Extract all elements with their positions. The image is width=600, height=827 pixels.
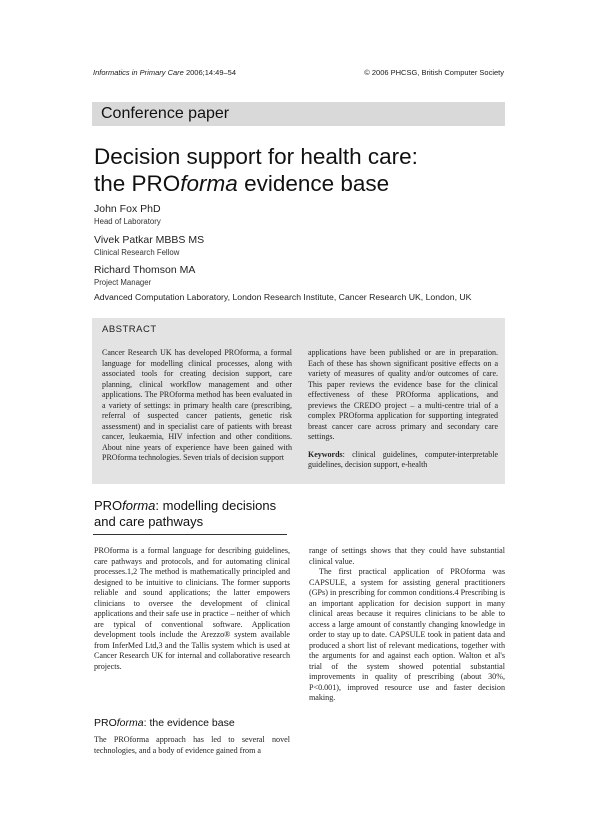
section-divider (93, 534, 287, 535)
title-line-1: Decision support for health care: (94, 144, 418, 169)
title-line-2: the PROforma evidence base (94, 171, 390, 196)
paper-title (94, 143, 514, 197)
keywords: Keywords: clinical guidelines, computer-interpretable guidelines, decision support, e-health (308, 449, 498, 469)
abstract-box (92, 318, 505, 484)
abstract-column-1: Cancer Research UK has developed PROforma, a formal language for modelling clinical processes, along with associated tools for creating decision support, care planning, clinical workflow management and other applications. The PROforma method has been evaluated in a variety of settings: in primary health care (prescribing, referral of suspected cancer patients, genetic risk assessment) and in specialist care of patients with breast cancer, leukaemia, HIV infection and other conditions. About nine years of experience have been gained with PROforma technologies. Seven trials of decision support (102, 348, 292, 462)
author-role: Head of Laboratory (94, 217, 161, 226)
abstract-heading: ABSTRACT (102, 324, 157, 335)
body-paragraph: The PROforma approach has led to several novel technologies, and a body of evidence gained from a (94, 735, 290, 755)
body-paragraph: PROforma is a formal language for describing guidelines, care pathways and protocols, and for automating clinical processes.1,2 The method is mathematically principled and designed to be intuitive to clinicians. The former supports reliable and sound applications; the latter empowers clinicians to oversee the development of clinical applications and their safe use in practice – neither of which are typical of conventional software. Application development tools include the Arezzo® system available from InferMed Ltd,3 and the Tallis system which is used at Cancer Research UK for internal and collaborative research projects. (94, 546, 290, 671)
body-left-column-2 (94, 735, 290, 756)
author-name: Vivek Patkar MBBS MS (94, 234, 205, 246)
banner-label: Conference paper (101, 105, 230, 122)
body-left-column (94, 546, 290, 672)
section-heading: PROforma: modelling decisions and care pathways (94, 498, 277, 529)
abstract-column-2 (308, 348, 498, 471)
journal-name: Informatics in Primary Care (93, 68, 184, 77)
affiliation: Advanced Computation Laboratory, London Research Institute, Cancer Research UK, London, UK (94, 292, 472, 302)
body-right-column (309, 546, 505, 704)
body-paragraph: The first practical application of PROforma was CAPSULE, a system for assisting general practitioners (GPs) in prescribing for common conditions.4 Prescribing is an important application for decision support in many clinical areas because it requires clinicians to be able to access a large amount of constantly changing knowledge in order to stay up to date. CAPSULE took in patient data and produced a short list of relevant medications, together with the arguments for and against each option. Walton et al's trial of the system showed potential substantial improvements in quality of prescribing (about 30%, P<0.001), improved resource use and faster decision making. (309, 567, 505, 702)
copyright-notice: © 2006 PHCSG, British Computer Society (364, 68, 504, 77)
author-name: Richard Thomson MA (94, 264, 196, 276)
author-name: John Fox PhD (94, 203, 161, 215)
conference-paper-banner (92, 102, 505, 126)
author-role: Clinical Research Fellow (94, 248, 180, 257)
author-role: Project Manager (94, 278, 152, 287)
abstract-text: applications have been published or are in preparation. Each of these has shown significant positive effects on a variety of measures of quality and/or outcomes of care. This paper reviews the evidence base for the clinical effectiveness of these PROforma applications, and previews the CREDO project – a multi-centre trial of a complex PROforma application for supporting integrated breast cancer care across primary and secondary care settings. (308, 348, 498, 441)
journal-citation: 2006;14:49–54 (185, 68, 237, 77)
subsection-heading: PROforma: the evidence base (94, 717, 235, 729)
body-paragraph: range of settings shows that they could have substantial clinical value. (309, 546, 505, 566)
running-header-citation (93, 68, 236, 77)
